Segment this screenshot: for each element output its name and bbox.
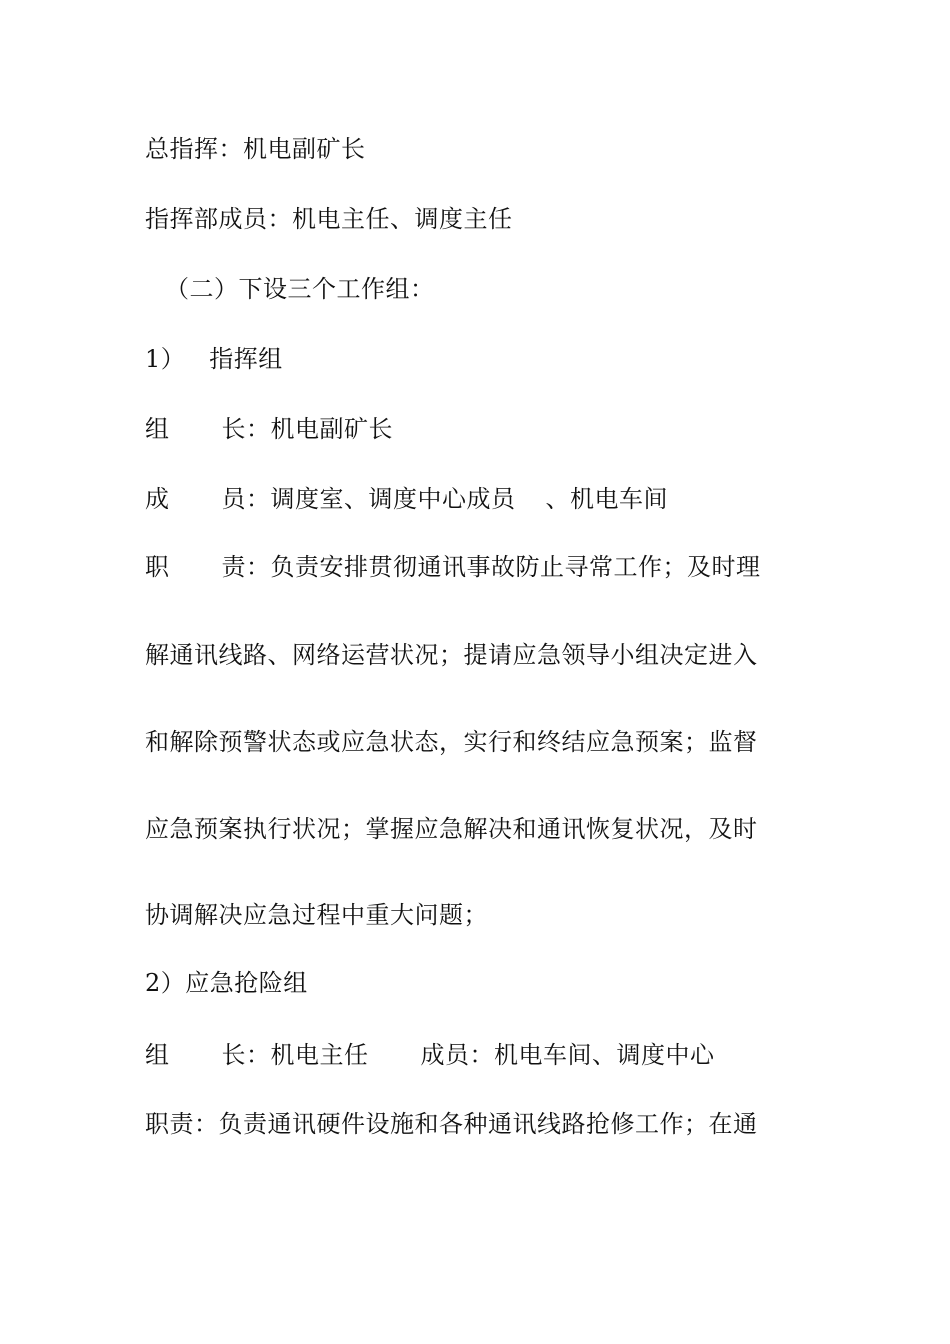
- group-1-members-extra: 、机电车间: [545, 485, 668, 513]
- group-1-duty-cont-2: 和解除预警状态或应急状态，实行和终结应急预案；监督: [145, 728, 758, 756]
- group-2-heading: 2）应急抢险组: [145, 969, 308, 997]
- group-1-heading: [145, 344, 283, 374]
- group-1-leader-label-a: 组: [145, 415, 170, 443]
- group-1-members-value: 员：调度室、调度中心成员: [221, 485, 516, 513]
- group-1-members-line: [145, 484, 668, 514]
- section-heading-two: （二）下设三个工作组：: [165, 275, 435, 303]
- group-1-duty-line: [145, 552, 761, 582]
- group-1-leader-value: 长：机电副矿长: [221, 415, 393, 443]
- group-1-duty-cont-4: 协调解决应急过程中重大问题；: [145, 901, 488, 929]
- group-1-duty-label-a: 职: [145, 553, 170, 581]
- group-1-number: 1）: [145, 345, 186, 373]
- group-2-leader-value: 长：机电主任: [221, 1041, 369, 1069]
- group-1-duty-cont-3: 应急预案执行状况；掌握应急解决和通讯恢复状况，及时: [145, 815, 758, 843]
- group-2-members-value: 成员：机电车间、调度中心: [420, 1041, 715, 1069]
- group-1-title: 指挥组: [209, 345, 283, 373]
- group-1-members-label-a: 成: [145, 485, 170, 513]
- group-2-leader-line: [145, 1040, 715, 1070]
- group-2-duty-line: 职责：负责通讯硬件设施和各种通讯线路抢修工作；在通: [145, 1110, 758, 1138]
- group-1-leader-line: [145, 414, 393, 444]
- commander-line: 总指挥：机电副矿长: [145, 135, 366, 163]
- group-1-duty-value: 责：负责安排贯彻通讯事故防止寻常工作；及时理: [221, 553, 761, 581]
- group-2-leader-label-a: 组: [145, 1041, 170, 1069]
- group-1-duty-cont-1: 解通讯线路、网络运营状况；提请应急领导小组决定进入: [145, 641, 758, 669]
- command-members-line: 指挥部成员：机电主任、调度主任: [145, 205, 513, 233]
